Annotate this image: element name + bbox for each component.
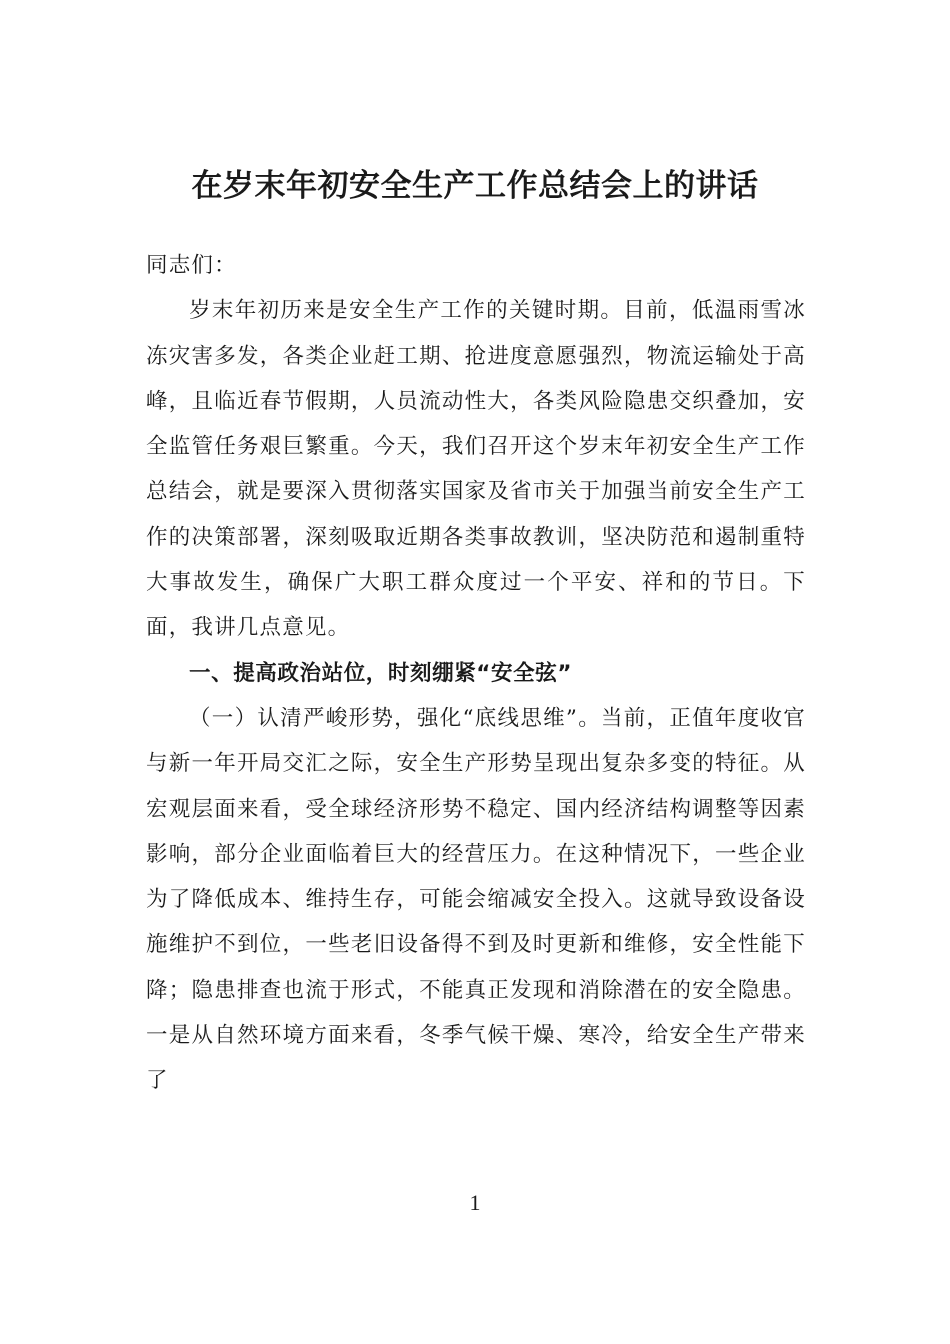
section-heading-1: 一、提高政治站位，时刻绷紧“安全弦”	[189, 660, 573, 686]
document-body	[146, 243, 806, 1104]
paragraph-intro: 岁末年初历来是安全生产工作的关键时期。目前，低温雨雪冰冻灾害多发，各类企业赶工期、抢进度意愿强烈，物流运输处于高峰，且临近春节假期，人员流动性大，各类风险隐患交织叠加，安全监管任务艰巨繁重。今天，我们召开这个岁末年初安全生产工作总结会，就是要深入贯彻落实国家及省市关于加强当前安全生产工作的决策部署，深刻吸取近期各类事故教训，坚决防范和遏制重特大事故发生，确保广大职工群众度过一个平安、祥和的节日。下面，我讲几点意见。	[146, 298, 806, 641]
salutation: 同志们：	[146, 253, 237, 278]
page-number: 1	[469, 1190, 481, 1215]
document-title: 在岁末年初安全生产工作总结会上的讲话	[191, 168, 759, 204]
paragraph-section-1-1: （一）认清严峻形势，强化“底线思维”。当前，正值年度收官与新一年开局交汇之际，安全生产形势呈现出复杂多变的特征。从宏观层面来看，受全球经济形势不稳定、国内经济结构调整等因素影响，部分企业面临着巨大的经营压力。在这种情况下，一些企业为了降低成本、维持生存，可能会缩减安全投入。这就导致设备设施维护不到位，一些老旧设备得不到及时更新和维修，安全性能下降；隐患排查也流于形式，不能真正发现和消除潜在的安全隐患。一是从自然环境方面来看，冬季气候干燥、寒冷，给安全生产带来了	[146, 705, 806, 1094]
